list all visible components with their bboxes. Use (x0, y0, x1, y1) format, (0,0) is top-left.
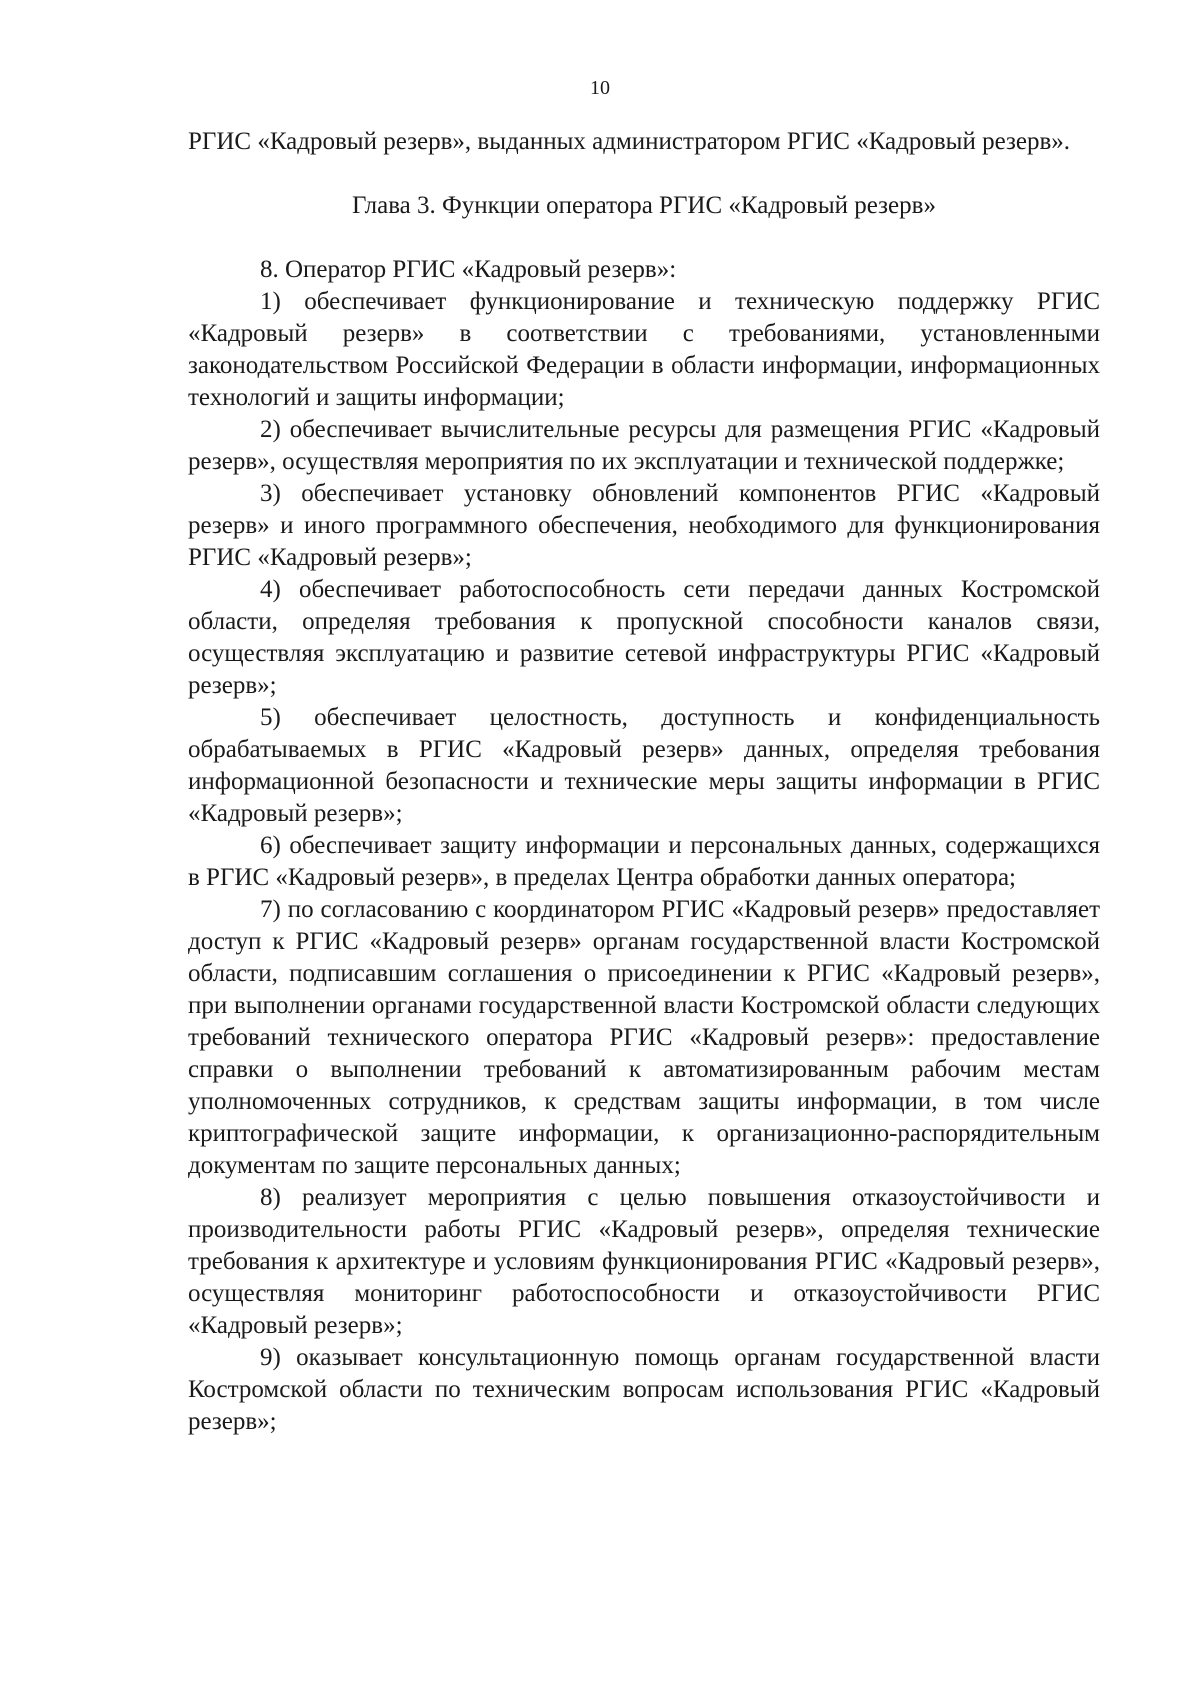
list-item-6: 6) обеспечивает защиту информации и персональных данных, содержащихся в РГИС «Кадровый резерв», в пределах Центра обработки данных оператора; (188, 832, 1100, 891)
list-item-1: 1) обеспечивает функционирование и техническую поддержку РГИС «Кадровый резерв» в соответствии с требованиями, установленными законодательством Российской Федерации в области информации, информационных технологий и защиты информации; (188, 288, 1100, 411)
continuation-paragraph: РГИС «Кадровый резерв», выданных администратором РГИС «Кадровый резерв». (188, 128, 1071, 155)
list-item-3: 3) обеспечивает установку обновлений компонентов РГИС «Кадровый резерв» и иного программного обеспечения, необходимого для функционирования РГИС «Кадровый резерв»; (188, 480, 1100, 571)
list-item-2: 2) обеспечивает вычислительные ресурсы для размещения РГИС «Кадровый резерв», осуществляя мероприятия по их эксплуатации и технической поддержке; (188, 416, 1100, 475)
list-item-7: 7) по согласованию с координатором РГИС «Кадровый резерв» предоставляет доступ к РГИС «Кадровый резерв» органам государственной власти Костромской области, подписавшим соглашения о присоединении к РГИС «Кадровый резерв», при выполнении органами государственной власти Костромской области следующих требований технического оператора РГИС «Кадровый резерв»: предоставление справки о выполнении требований к автоматизированным рабочим местам уполномоченных сотрудников, к средствам защиты информации, в том числе криптографической защите информации, к организационно-распорядительным документам по защите персональных данных; (188, 896, 1100, 1179)
list-item-4: 4) обеспечивает работоспособность сети передачи данных Костромской области, определяя требования к пропускной способности каналов связи, осуществляя эксплуатацию и развитие сетевой инфраструктуры РГИС «Кадровый резерв»; (188, 576, 1100, 699)
section-intro: 8. Оператор РГИС «Кадровый резерв»: (260, 256, 677, 283)
chapter-heading: Глава 3. Функции оператора РГИС «Кадровый резерв» (352, 192, 936, 219)
list-item-8: 8) реализует мероприятия с целью повышения отказоустойчивости и производительности работы РГИС «Кадровый резерв», определяя технические требования к архитектуре и условиям функционирования РГИС «Кадровый резерв», осуществляя мониторинг работоспособности и отказоустойчивости РГИС «Кадровый резерв»; (188, 1184, 1100, 1339)
document-body (188, 126, 1100, 1438)
list-item-9: 9) оказывает консультационную помощь органам государственной власти Костромской области по техническим вопросам использования РГИС «Кадровый резерв»; (188, 1344, 1100, 1435)
list-item-5: 5) обеспечивает целостность, доступность и конфиденциальность обрабатываемых в РГИС «Кадровый резерв» данных, определяя требования информационной безопасности и технические меры защиты информации в РГИС «Кадровый резерв»; (188, 704, 1100, 827)
page-number: 10 (590, 77, 610, 99)
